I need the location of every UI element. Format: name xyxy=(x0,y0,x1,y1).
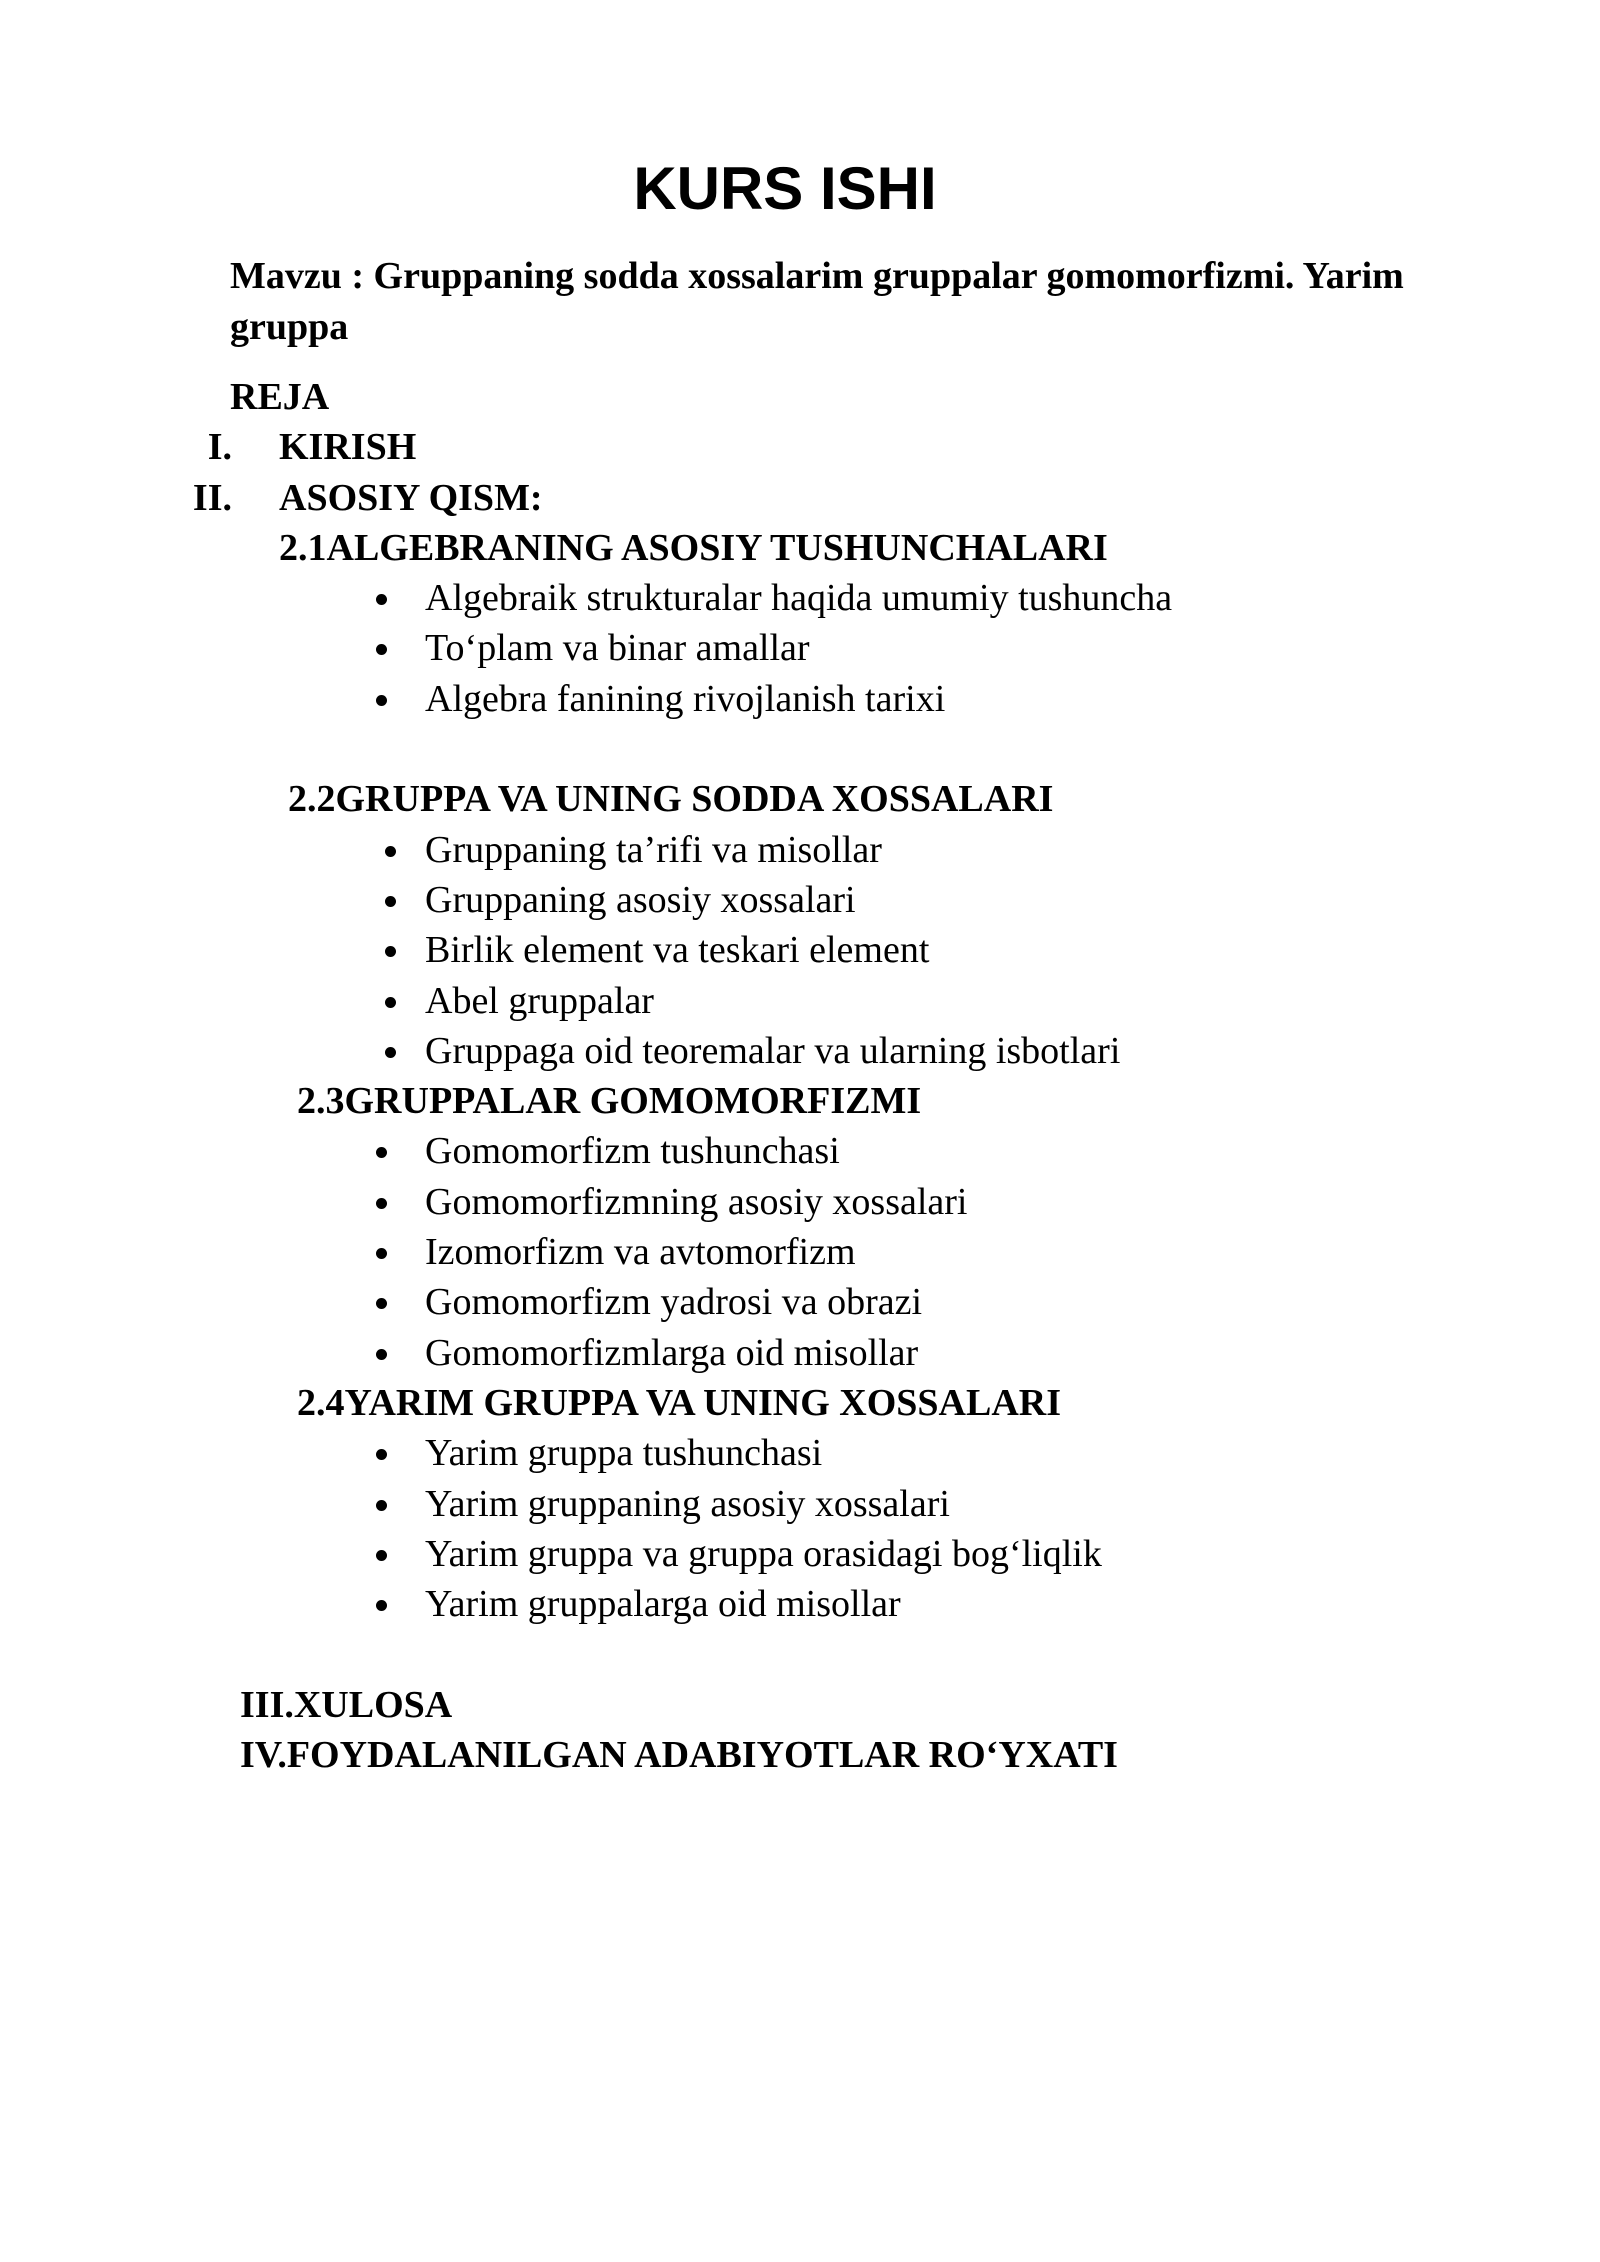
bullet-icon xyxy=(376,695,387,706)
section-row-intro xyxy=(0,422,1600,472)
list-item-text: Yarim gruppaning asosiy xossalari xyxy=(425,1482,950,1525)
bullet-icon xyxy=(376,1550,387,1561)
list-item-text: Gomomorfizm yadrosi va obrazi xyxy=(425,1281,923,1324)
list-item xyxy=(0,1328,1600,1378)
bullet-icon xyxy=(376,1449,387,1460)
bullet-icon xyxy=(385,846,396,857)
bullet-icon xyxy=(376,1600,387,1611)
bullet-icon xyxy=(385,997,396,1008)
list-item xyxy=(0,674,1600,724)
bullet-icon xyxy=(376,1349,387,1360)
bullet-icon xyxy=(376,644,387,655)
bullet-icon xyxy=(376,1248,387,1259)
list-item-text: Gomomorfizmning asosiy xossalari xyxy=(425,1180,968,1223)
list-item xyxy=(0,573,1600,623)
list-item-text: To‘plam va binar amallar xyxy=(425,627,810,670)
plan-outline xyxy=(0,372,1600,1780)
document-title: KURS ISHI xyxy=(633,155,937,222)
section-numeral: II. xyxy=(192,476,232,519)
bullet-icon xyxy=(376,1147,387,1158)
list-item xyxy=(0,1177,1600,1227)
list-item-text: Algebraik strukturalar haqida umumiy tushuncha xyxy=(425,577,1173,620)
bullet-icon xyxy=(385,896,396,907)
list-item xyxy=(0,1529,1600,1579)
list-item xyxy=(0,1428,1600,1478)
document-body xyxy=(0,251,1600,1780)
list-item xyxy=(0,976,1600,1026)
list-item xyxy=(0,1026,1600,1076)
list-item-text: Gomomorfizm tushunchasi xyxy=(425,1130,840,1173)
list-item-text: Birlik element va teskari element xyxy=(425,929,930,972)
list-item-text: Gruppaning asosiy xossalari xyxy=(425,878,856,921)
bullet-icon xyxy=(376,1198,387,1209)
list-item-text: Izomorfizm va avtomorfizm xyxy=(425,1231,856,1274)
list-item-text: Algebra fanining rivojlanish tarixi xyxy=(425,677,946,720)
section-row-main xyxy=(0,473,1600,523)
list-item xyxy=(0,623,1600,673)
plan-heading: REJA xyxy=(230,376,330,418)
list-item xyxy=(0,1227,1600,1277)
subsection-heading: 2.4YARIM GRUPPA VA UNING XOSSALARI xyxy=(297,1381,1061,1424)
section-numeral: I. xyxy=(207,426,232,469)
section-label: KIRISH xyxy=(279,426,417,469)
conclusion-heading: III.XULOSA xyxy=(240,1683,453,1726)
subsection-heading: 2.1ALGEBRANING ASOSIY TUSHUNCHALARI xyxy=(279,526,1108,569)
list-item xyxy=(0,925,1600,975)
list-item xyxy=(0,1277,1600,1327)
list-item-text: Gomomorfizmlarga oid misollar xyxy=(425,1331,919,1374)
topic-line: Mavzu : Gruppaning sodda xossalarim gruppalar gomomorfizmi. Yarim gruppa xyxy=(230,255,1404,348)
list-item-text: Gruppaning ta’rifi va misollar xyxy=(425,828,882,871)
bullet-icon xyxy=(376,1500,387,1511)
bullet-icon xyxy=(385,946,396,957)
section-label: ASOSIY QISM: xyxy=(279,476,543,519)
bullet-icon xyxy=(376,1298,387,1309)
list-item-text: Abel gruppalar xyxy=(425,979,654,1022)
list-item xyxy=(0,1479,1600,1529)
references-heading: IV.FOYDALANILGAN ADABIYOTLAR RO‘YXATI xyxy=(240,1734,1118,1777)
subsection-heading: 2.2GRUPPA VA UNING SODDA XOSSALARI xyxy=(288,778,1054,821)
list-item-text: Yarim gruppa tushunchasi xyxy=(425,1432,823,1475)
bullet-icon xyxy=(376,594,387,605)
list-item-text: Gruppaga oid teoremalar va ularning isbotlari xyxy=(425,1029,1121,1072)
list-item xyxy=(0,1579,1600,1629)
list-item-text: Yarim gruppalarga oid misollar xyxy=(425,1583,901,1626)
list-item-text: Yarim gruppa va gruppa orasidagi bog‘liqlik xyxy=(425,1532,1102,1575)
list-item xyxy=(0,825,1600,875)
bullet-icon xyxy=(385,1047,396,1058)
subsection-heading: 2.3GRUPPALAR GOMOMORFIZMI xyxy=(297,1080,922,1123)
list-item xyxy=(0,875,1600,925)
list-item xyxy=(0,1126,1600,1176)
